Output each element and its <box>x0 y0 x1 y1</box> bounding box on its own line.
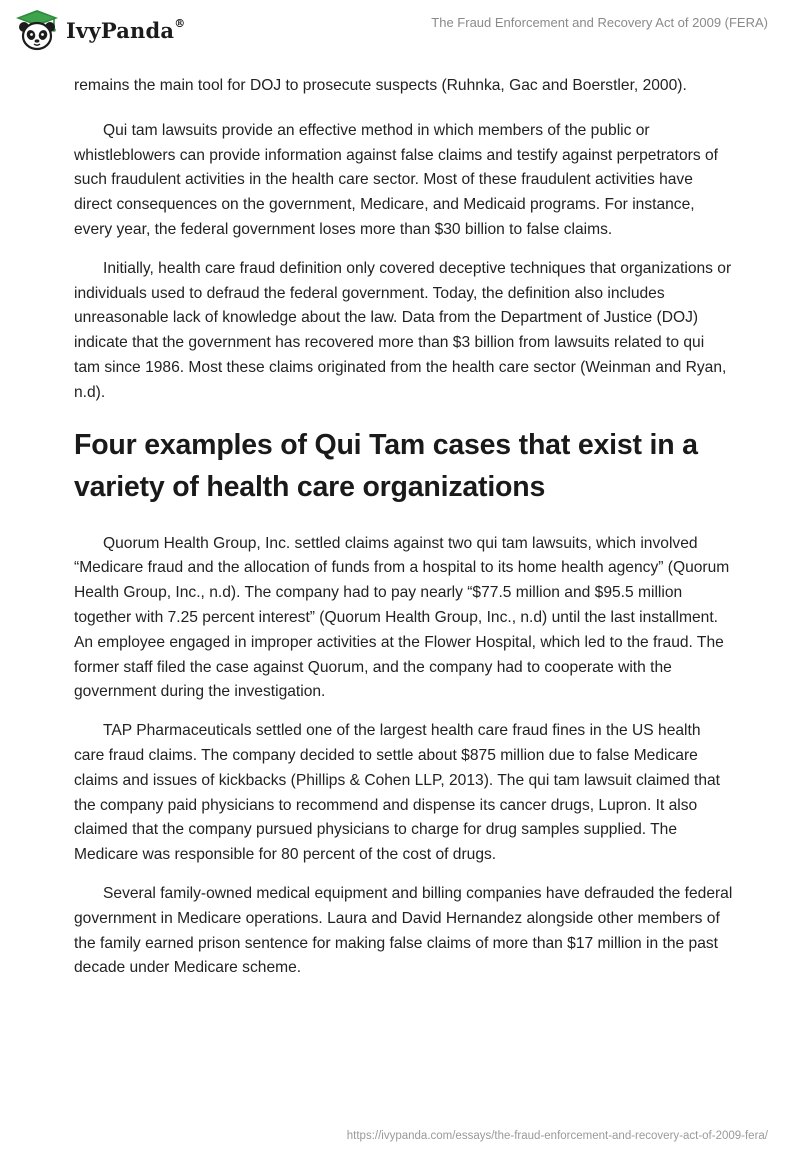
panda-graduation-cap-icon <box>14 8 60 52</box>
paragraph-family-companies: Several family-owned medical equipment and billing companies have defrauded the federal government in Medicare operations. Laura and David Hernandez alongside other members of the family earned prison sentence for making false claims of more than $17 million in the past decade under Medicare scheme. <box>74 884 733 977</box>
brand-name: IvyPanda® <box>66 16 186 43</box>
page-header <box>0 0 800 70</box>
paragraph-tap-pharmaceuticals: TAP Pharmaceuticals settled one of the largest health care fraud fines in the US health care fraud claims. The company decided to settle about $875 million due to false Medicare claims and issues of kickbacks (Phillips & Cohen LLP, 2013). The qui tam lawsuit claimed that the company paid physicians to recommend and dispense its cancer drugs, Lupron. It also claimed that the company pursued physicians to charge for drug samples supplied. The Medicare was responsible for 80 percent of the cost of drugs. <box>74 722 721 864</box>
paragraph-qui-tam-lawsuits: Qui tam lawsuits provide an effective method in which members of the public or whistleblowers can provide information against false claims and testify against perpetrators of such fraudulent activities in the health care sector. Most of these fraudulent activities have direct consequences on the government, Medicare, and Medicaid programs. For instance, every year, the federal government loses more than $30 billion to false claims. <box>74 121 718 238</box>
essay-body <box>74 74 734 995</box>
paragraph-continuation: remains the main tool for DOJ to prosecute suspects (Ruhnka, Gac and Boerstler, 2000). <box>74 77 687 94</box>
source-url[interactable]: https://ivypanda.com/essays/the-fraud-enforcement-and-recovery-act-of-2009-fera/ <box>346 1130 768 1142</box>
paragraph-fraud-definition: Initially, health care fraud definition only covered deceptive techniques that organizations or individuals used to defraud the federal government. Today, the definition also includes unreasonable lack of knowledge about the law. Data from the Department of Justice (DOJ) indicate that the government has recovered more than $3 billion from lawsuits related to qui tam since 1986. Most these claims originated from the health care sector (Weinman and Ryan, n.d). <box>74 259 732 401</box>
section-heading: Four examples of Qui Tam cases that exist in a variety of health care organizations <box>74 428 698 503</box>
document-title: The Fraud Enforcement and Recovery Act of 2009 (FERA) <box>431 15 768 30</box>
paragraph-quorum-health: Quorum Health Group, Inc. settled claims against two qui tam lawsuits, which involved “Medicare fraud and the allocation of funds from a hospital to its home health agency” (Quorum Health Group, Inc., n.d). The company had to pay nearly “$77.5 million and $95.5 million together with 7.25 percent interest” (Quorum Health Group, Inc., n.d) until the last installment. An employee engaged in improper activities at the Flower Hospital, which led to the fraud. The former staff filed the case against Quorum, and the company had to cooperate with the government during the investigation. <box>74 534 730 701</box>
brand-logo[interactable] <box>14 8 185 52</box>
